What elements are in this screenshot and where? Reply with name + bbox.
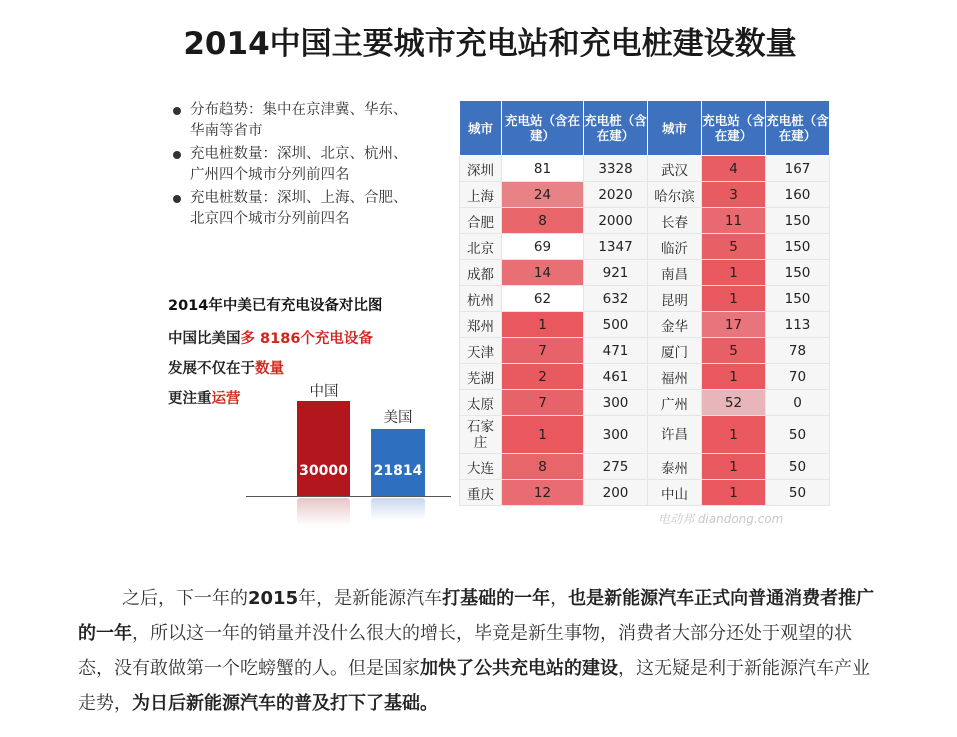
cell-stations-1: 8 (502, 454, 584, 480)
header-stations-1: 充电站（含在建） (502, 101, 584, 156)
cell-piles-1: 632 (584, 286, 648, 312)
cell-stations-2: 11 (702, 208, 766, 234)
cell-stations-1: 81 (502, 156, 584, 182)
watermark: 电动邦 diandong.com (658, 512, 784, 526)
trend-bullets (170, 100, 420, 232)
cell-piles-1: 471 (584, 338, 648, 364)
cell-stations-1: 8 (502, 208, 584, 234)
compare-line-2-highlight: 数量 (255, 361, 284, 377)
article-text-5: ，这无疑是利于新能源汽车产业走势， (78, 658, 870, 714)
china-bar-label: 中国 (309, 384, 339, 400)
cell-stations-2: 52 (702, 390, 766, 416)
cell-piles-2: 150 (766, 234, 830, 260)
table-row (460, 312, 830, 338)
cell-stations-1: 69 (502, 234, 584, 260)
cell-city-1: 太原 (460, 390, 502, 416)
cell-stations-2: 1 (702, 480, 766, 506)
cell-city-2: 武汉 (648, 156, 702, 182)
cell-city-2: 南昌 (648, 260, 702, 286)
cell-piles-2: 150 (766, 208, 830, 234)
table-row (460, 286, 830, 312)
cell-stations-2: 5 (702, 234, 766, 260)
table-row (460, 156, 830, 182)
article-bold-5: 为日后新能源汽车的普及打下了基础。 (132, 693, 438, 714)
article-bold-4: 加快了公共充电站的建设 (420, 658, 618, 679)
compare-line-1 (168, 327, 373, 348)
cell-stations-2: 1 (702, 286, 766, 312)
article-text-3: ， (550, 588, 569, 609)
compare-line-3 (168, 387, 241, 408)
cell-piles-2: 50 (766, 480, 830, 506)
cell-stations-2: 3 (702, 182, 766, 208)
cell-stations-1: 1 (502, 416, 584, 454)
table-row (460, 234, 830, 260)
compare-line-3-highlight: 运营 (211, 391, 241, 407)
cell-stations-2: 1 (702, 364, 766, 390)
cell-city-2: 广州 (648, 390, 702, 416)
china-bar-reflection (297, 498, 350, 526)
city-charging-table (459, 100, 830, 506)
cell-piles-2: 160 (766, 182, 830, 208)
cell-city-2: 昆明 (648, 286, 702, 312)
bullet-distribution: 分布趋势：集中在京津冀、华东、华南等省市 (170, 100, 420, 142)
cell-stations-2: 1 (702, 260, 766, 286)
table-row (460, 454, 830, 480)
header-stations-2: 充电站（含在建） (702, 101, 766, 156)
cell-stations-1: 2 (502, 364, 584, 390)
cell-piles-2: 150 (766, 286, 830, 312)
cell-piles-1: 300 (584, 416, 648, 454)
table-row (460, 338, 830, 364)
cell-stations-2: 4 (702, 156, 766, 182)
cell-piles-2: 113 (766, 312, 830, 338)
header-piles-1: 充电桩（含在建） (584, 101, 648, 156)
chart-baseline (246, 496, 451, 497)
cell-stations-1: 12 (502, 480, 584, 506)
cell-stations-2: 5 (702, 338, 766, 364)
compare-title: 2014年中美已有充电设备对比图 (168, 298, 383, 314)
cell-piles-2: 150 (766, 260, 830, 286)
cell-city-1: 天津 (460, 338, 502, 364)
header-city-1: 城市 (460, 101, 502, 156)
cell-piles-1: 2000 (584, 208, 648, 234)
cell-piles-1: 300 (584, 390, 648, 416)
article-text-4: ，所以这一年的销量并没什么很大的增长，毕竟是新生事物，消费者大部分还处于观望的状态，没有敢做第一个吃螃蟹的人。但是国家 (78, 623, 852, 679)
cell-city-1: 杭州 (460, 286, 502, 312)
cell-city-2: 哈尔滨 (648, 182, 702, 208)
table-row (460, 364, 830, 390)
article-text-2: 年，是新能源汽车 (298, 588, 443, 609)
bullet-pile-count: 充电桩数量：深圳、北京、杭州、广州四个城市分列前四名 (170, 144, 420, 186)
cell-city-2: 长春 (648, 208, 702, 234)
cell-city-2: 福州 (648, 364, 702, 390)
bullet-pile-count-2: 充电桩数量：深圳、上海、合肥、北京四个城市分列前四名 (170, 188, 420, 230)
cell-piles-1: 3328 (584, 156, 648, 182)
table-body (460, 156, 830, 506)
cell-city-2: 许昌 (648, 416, 702, 454)
cell-piles-2: 0 (766, 390, 830, 416)
table-row (460, 416, 830, 454)
table-row (460, 208, 830, 234)
usa-bar-value: 21814 (373, 463, 423, 479)
compare-line-1-text: 中国比美国 (168, 331, 241, 347)
cell-stations-1: 24 (502, 182, 584, 208)
cell-city-1: 上海 (460, 182, 502, 208)
compare-line-3-text: 更注重 (168, 391, 212, 407)
cell-city-2: 泰州 (648, 454, 702, 480)
usa-bar (371, 429, 425, 496)
cell-stations-1: 7 (502, 390, 584, 416)
article-bold-3: 也是新能源汽车正式向普通消费者推广的一年 (78, 588, 875, 644)
cell-city-1: 郑州 (460, 312, 502, 338)
cell-piles-1: 200 (584, 480, 648, 506)
cell-city-2: 中山 (648, 480, 702, 506)
cell-stations-1: 1 (502, 312, 584, 338)
cell-piles-1: 2020 (584, 182, 648, 208)
article-text-1: 之后，下一年的 (122, 588, 248, 609)
cell-city-1: 合肥 (460, 208, 502, 234)
cell-piles-1: 1347 (584, 234, 648, 260)
table-row (460, 182, 830, 208)
article-paragraph (78, 581, 884, 721)
table-row (460, 390, 830, 416)
cell-city-2: 临沂 (648, 234, 702, 260)
china-bar-value: 30000 (299, 463, 348, 479)
cell-piles-2: 50 (766, 454, 830, 480)
cell-stations-1: 62 (502, 286, 584, 312)
usa-bar-reflection (371, 498, 425, 520)
cell-city-1: 深圳 (460, 156, 502, 182)
cell-stations-1: 7 (502, 338, 584, 364)
usa-bar-label: 美国 (383, 410, 413, 426)
article-bold-1: 2015 (248, 588, 299, 609)
charging-infographic (150, 0, 850, 540)
cell-stations-2: 17 (702, 312, 766, 338)
cell-stations-2: 1 (702, 454, 766, 480)
header-city-2: 城市 (648, 101, 702, 156)
cell-piles-1: 461 (584, 364, 648, 390)
cell-city-2: 厦门 (648, 338, 702, 364)
cell-piles-2: 70 (766, 364, 830, 390)
cell-city-1: 石家庄 (460, 416, 502, 454)
cell-piles-1: 921 (584, 260, 648, 286)
cell-piles-2: 167 (766, 156, 830, 182)
cell-city-1: 重庆 (460, 480, 502, 506)
header-piles-2: 充电桩（含在建） (766, 101, 830, 156)
cell-city-1: 北京 (460, 234, 502, 260)
cell-city-1: 大连 (460, 454, 502, 480)
cell-city-2: 金华 (648, 312, 702, 338)
compare-line-2-text: 发展不仅在于 (168, 361, 255, 377)
cell-city-1: 成都 (460, 260, 502, 286)
compare-line-1-highlight: 多 8186个充电设备 (240, 331, 373, 347)
article-bold-2: 打基础的一年 (442, 588, 551, 609)
infographic-title: 2014中国主要城市充电站和充电桩建设数量 (183, 26, 797, 62)
cell-stations-1: 14 (502, 260, 584, 286)
cell-piles-2: 50 (766, 416, 830, 454)
table-row (460, 260, 830, 286)
china-bar (297, 401, 350, 496)
cell-piles-1: 500 (584, 312, 648, 338)
table-row (460, 480, 830, 506)
cell-city-1: 芜湖 (460, 364, 502, 390)
cell-piles-1: 275 (584, 454, 648, 480)
compare-line-2 (168, 357, 284, 378)
cell-piles-2: 78 (766, 338, 830, 364)
cell-stations-2: 1 (702, 416, 766, 454)
